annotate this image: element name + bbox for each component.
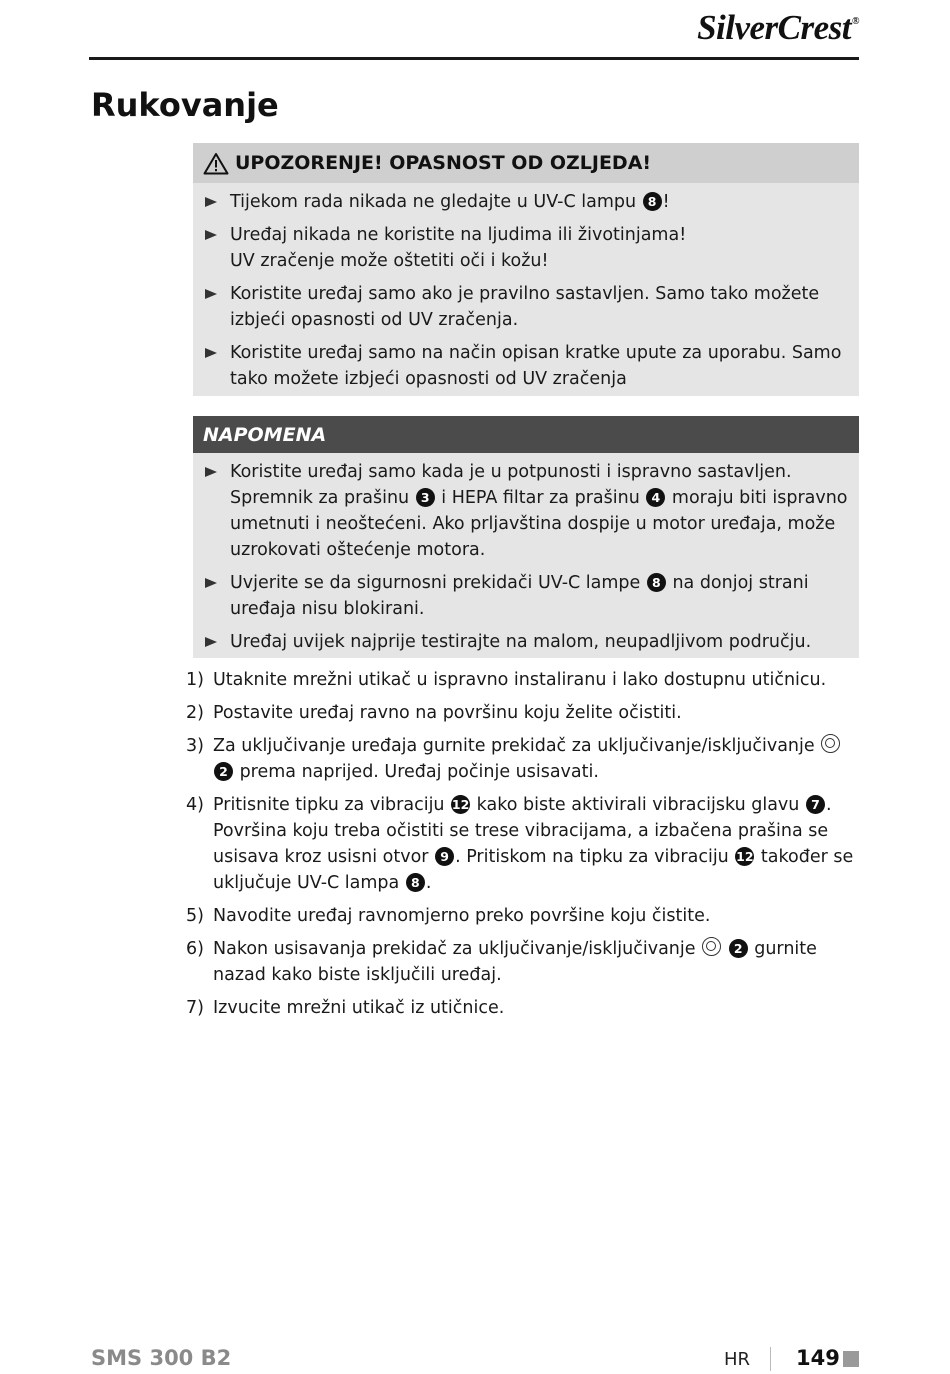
power-symbol-icon: [702, 937, 721, 956]
callout-number: 8: [406, 873, 425, 892]
page-number: 149: [796, 1346, 840, 1370]
note-item: Uređaj uvijek najprije testirajte na malom, neupadljivom području.: [203, 629, 849, 655]
step-item: 7) Izvucite mrežni utikač iz utičnice.: [186, 998, 505, 1018]
callout-number: 9: [435, 847, 454, 866]
note-item: Uvjerite se da sigurnosni prekidači UV-C lampe 8 na donjoj strani uređaja nisu blokirani.: [203, 570, 849, 622]
header-rule: [89, 57, 859, 60]
step-item: 4) Pritisnite tipku za vibraciju 12 kako biste aktivirali vibracijsku glavu 7 . Površina koju treba očistiti se trese vibracijama, a izbačena prašina se usisava kroz usisni otvor 9 . Pritiskom na tipku za vibraciju 12 također se uključuje UV-C lampa 8 .: [186, 795, 854, 893]
warning-box: [193, 143, 859, 396]
warning-item: Uređaj nikada ne koristite na ljudima ili životinjama! UV zračenje može oštetiti oči i kožu!: [203, 222, 849, 274]
step-item: 3) Za uključivanje uređaja gurnite prekidač za uključivanje/isključivanje 2 prema naprijed. Uređaj počinje usisavati.: [186, 733, 858, 785]
callout-number: 2: [214, 762, 233, 781]
warning-header: [193, 143, 859, 183]
callout-number: 8: [643, 192, 662, 211]
bullet-arrow-icon: [205, 348, 217, 358]
step-item: 2) Postavite uređaj ravno na površinu koju želite očistiti.: [186, 703, 682, 723]
warning-triangle-icon: [203, 152, 229, 175]
step-item: 5) Navodite uređaj ravnomjerno preko površine koju čistite.: [186, 906, 711, 926]
callout-number: 8: [647, 573, 666, 592]
footer-model: SMS 300 B2: [91, 1346, 232, 1370]
step-item: 1) Utaknite mrežni utikač u ispravno instaliranu i lako dostupnu utičnicu.: [186, 670, 827, 690]
note-header: NAPOMENA: [193, 416, 859, 453]
callout-number: 12: [736, 849, 754, 864]
bullet-arrow-icon: [205, 230, 217, 240]
footer-square-icon: [843, 1351, 859, 1367]
brand-logo: SilverCrest®: [697, 8, 859, 47]
step-item: 6) Nakon usisavanja prekidač za uključivanje/isključivanje 2 gurnite nazad kako biste isključili uređaj.: [186, 939, 817, 985]
power-symbol-icon: [821, 734, 840, 753]
warning-item: Koristite uređaj samo ako je pravilno sastavljen. Samo tako možete izbjeći opasnosti od UV zračenja.: [203, 281, 849, 333]
warning-item: Tijekom rada nikada ne gledajte u UV-C lampu 8 !: [203, 189, 849, 215]
footer-separator: [770, 1347, 771, 1371]
note-item: Koristite uređaj samo kada je u potpunosti i ispravno sastavljen. Spremnik za prašinu 3 i HEPA filtar za prašinu 4 moraju biti ispravno umetnuti i neoštećeni. Ako prljavština dospije u motor uređaja, može uzrokovati oštećenje motora.: [203, 459, 849, 563]
bullet-arrow-icon: [205, 289, 217, 299]
bullet-arrow-icon: [205, 578, 217, 588]
callout-number: 12: [451, 797, 470, 812]
bullet-arrow-icon: [205, 197, 217, 207]
callout-number: 2: [729, 939, 748, 958]
callout-number: 3: [416, 488, 435, 507]
page-title: Rukovanje: [91, 86, 279, 124]
bullet-arrow-icon: [205, 637, 217, 647]
callout-number: 7: [806, 795, 825, 814]
footer-language: HR: [724, 1349, 751, 1370]
note-box: [193, 416, 859, 658]
steps-list: [186, 667, 858, 1028]
callout-number: 4: [646, 488, 665, 507]
bullet-arrow-icon: [205, 467, 217, 477]
warning-title: UPOZORENJE! OPASNOST OD OZLJEDA!: [235, 152, 652, 174]
warning-item: Koristite uređaj samo na način opisan kratke upute za uporabu. Samo tako možete izbjeći opasnosti od UV zračenja: [203, 340, 849, 392]
